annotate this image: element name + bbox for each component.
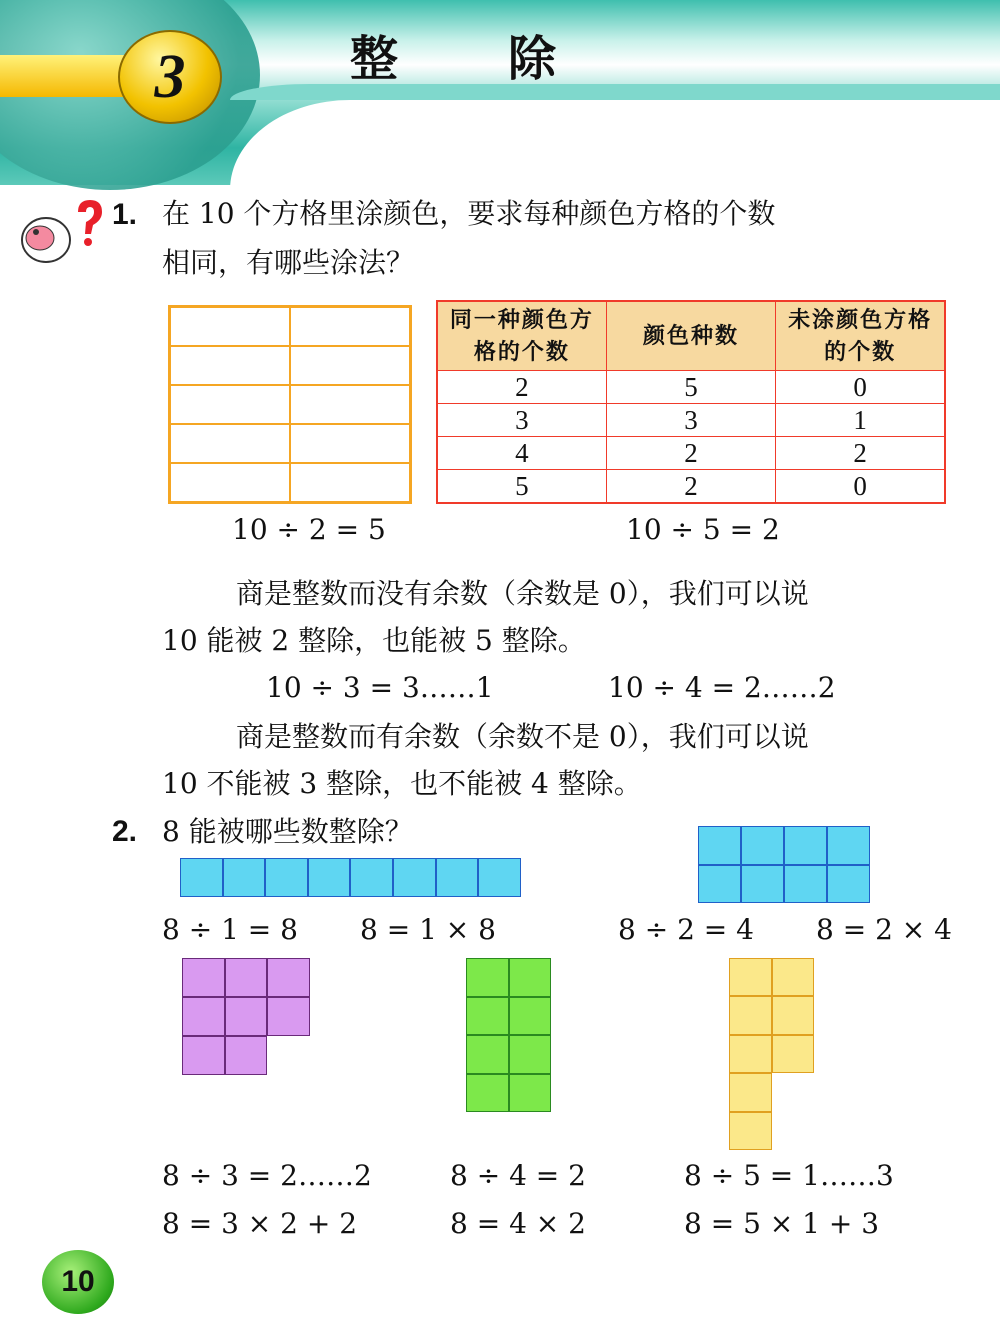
equation: 8 = 4 × 2 [450, 1207, 586, 1240]
blue-2x4-grid [698, 826, 870, 903]
equation: 8 ÷ 5 = 1……3 [684, 1159, 894, 1192]
grid-cell [350, 858, 393, 897]
equation: 8 ÷ 4 = 2 [450, 1159, 586, 1192]
table-cell: 2 [606, 437, 775, 470]
question-1-line-2: 相同，有哪些涂法？ [162, 246, 415, 279]
paragraph-line: 10 不能被 3 整除，也不能被 4 整除。 [162, 767, 642, 800]
grid-cell [290, 346, 410, 385]
grid-cell [290, 307, 410, 346]
grid-gap [267, 1036, 310, 1075]
grid-cell [170, 385, 290, 424]
question-1-number: 1. [112, 198, 138, 231]
grid-cell [466, 958, 509, 997]
equation: 10 ÷ 5 = 2 [626, 513, 780, 546]
table-header-cell: 同一种颜色方格的个数 [437, 301, 606, 371]
blue-1x8-grid [180, 858, 521, 897]
grid-cell [466, 997, 509, 1036]
grid-cell [170, 463, 290, 502]
equation: 8 = 1 × 8 [360, 913, 496, 946]
equation: 10 ÷ 4 = 2……2 [608, 671, 836, 704]
paragraph-line: 商是整数而有余数（余数不是 0），我们可以说 [236, 720, 809, 753]
grid-gap [772, 1112, 815, 1150]
grid-cell [729, 958, 772, 996]
table-row [437, 470, 945, 504]
grid-cell [393, 858, 436, 897]
question-2-text: 8 能被哪些数整除？ [162, 815, 413, 848]
table-cell: 3 [606, 404, 775, 437]
grid-cell [784, 865, 827, 904]
grid-cell [180, 858, 223, 897]
grid-cell [478, 858, 521, 897]
equation: 8 ÷ 3 = 2……2 [162, 1159, 372, 1192]
equation: 10 ÷ 2 = 5 [232, 513, 386, 546]
grid-cell [225, 958, 268, 997]
grid-cell [827, 826, 870, 865]
table-cell: 0 [776, 371, 945, 404]
grid-cell [509, 958, 552, 997]
table-cell: 0 [776, 470, 945, 504]
equation: 10 ÷ 3 = 3……1 [266, 671, 494, 704]
grid-cell [772, 958, 815, 996]
grid-cell [308, 858, 351, 897]
grid-cell [267, 997, 310, 1036]
grid-cell [290, 385, 410, 424]
equation: 8 = 2 × 4 [816, 913, 952, 946]
chapter-title: 整除 [350, 31, 667, 87]
equation: 8 ÷ 1 = 8 [162, 913, 298, 946]
grid-cell [729, 1112, 772, 1150]
grid-cell [466, 1074, 509, 1113]
equation: 8 = 3 × 2 + 2 [162, 1207, 358, 1240]
grid-cell [729, 1073, 772, 1111]
page-number: 10 [42, 1250, 114, 1314]
table-cell: 2 [776, 437, 945, 470]
grid-cell [772, 996, 815, 1034]
grid-cell [741, 865, 784, 904]
table-row [437, 437, 945, 470]
table-header-cell: 未涂颜色方格的个数 [776, 301, 945, 371]
grid-cell [170, 424, 290, 463]
table-row [437, 371, 945, 404]
grid-cell [225, 997, 268, 1036]
paragraph-line: 10 能被 2 整除，也能被 5 整除。 [162, 624, 586, 657]
chapter-number-badge: 3 [118, 30, 222, 124]
green-grid [466, 958, 551, 1112]
table-cell: 5 [606, 371, 775, 404]
table-cell: 1 [776, 404, 945, 437]
equation: 8 ÷ 2 = 4 [618, 913, 754, 946]
grid-cell [741, 826, 784, 865]
grid-cell [698, 826, 741, 865]
grid-cell [182, 1036, 225, 1075]
table-cell: 2 [437, 371, 606, 404]
grid-cell [729, 1035, 772, 1073]
grid-cell [223, 858, 266, 897]
ten-square-grid [168, 305, 412, 504]
grid-cell [290, 463, 410, 502]
grid-cell [290, 424, 410, 463]
grid-gap [772, 1073, 815, 1111]
table-cell: 2 [606, 470, 775, 504]
grid-cell [182, 997, 225, 1036]
table-cell: 4 [437, 437, 606, 470]
table-row [437, 404, 945, 437]
grid-cell [784, 826, 827, 865]
grid-cell [265, 858, 308, 897]
yellow-grid [729, 958, 814, 1150]
grid-cell [698, 865, 741, 904]
grid-cell [170, 307, 290, 346]
equation: 8 = 5 × 1 + 3 [684, 1207, 880, 1240]
table-cell: 3 [437, 404, 606, 437]
question-1-line-1: 在 10 个方格里涂颜色，要求每种颜色方格的个数 [162, 197, 776, 230]
grid-cell [436, 858, 479, 897]
purple-grid [182, 958, 310, 1075]
grid-cell [225, 1036, 268, 1075]
grid-cell [509, 1035, 552, 1074]
grid-cell [827, 865, 870, 904]
grid-cell [509, 997, 552, 1036]
coloring-table [436, 300, 946, 504]
grid-cell [182, 958, 225, 997]
table-cell: 5 [437, 470, 606, 504]
question-2-number: 2. [112, 815, 138, 848]
grid-cell [170, 346, 290, 385]
grid-cell [772, 1035, 815, 1073]
grid-cell [466, 1035, 509, 1074]
grid-cell [509, 1074, 552, 1113]
sheep-mascot-icon [16, 198, 106, 273]
grid-cell [267, 958, 310, 997]
table-header-cell: 颜色种数 [606, 301, 775, 371]
grid-cell [729, 996, 772, 1034]
paragraph-line: 商是整数而没有余数（余数是 0），我们可以说 [236, 577, 809, 610]
